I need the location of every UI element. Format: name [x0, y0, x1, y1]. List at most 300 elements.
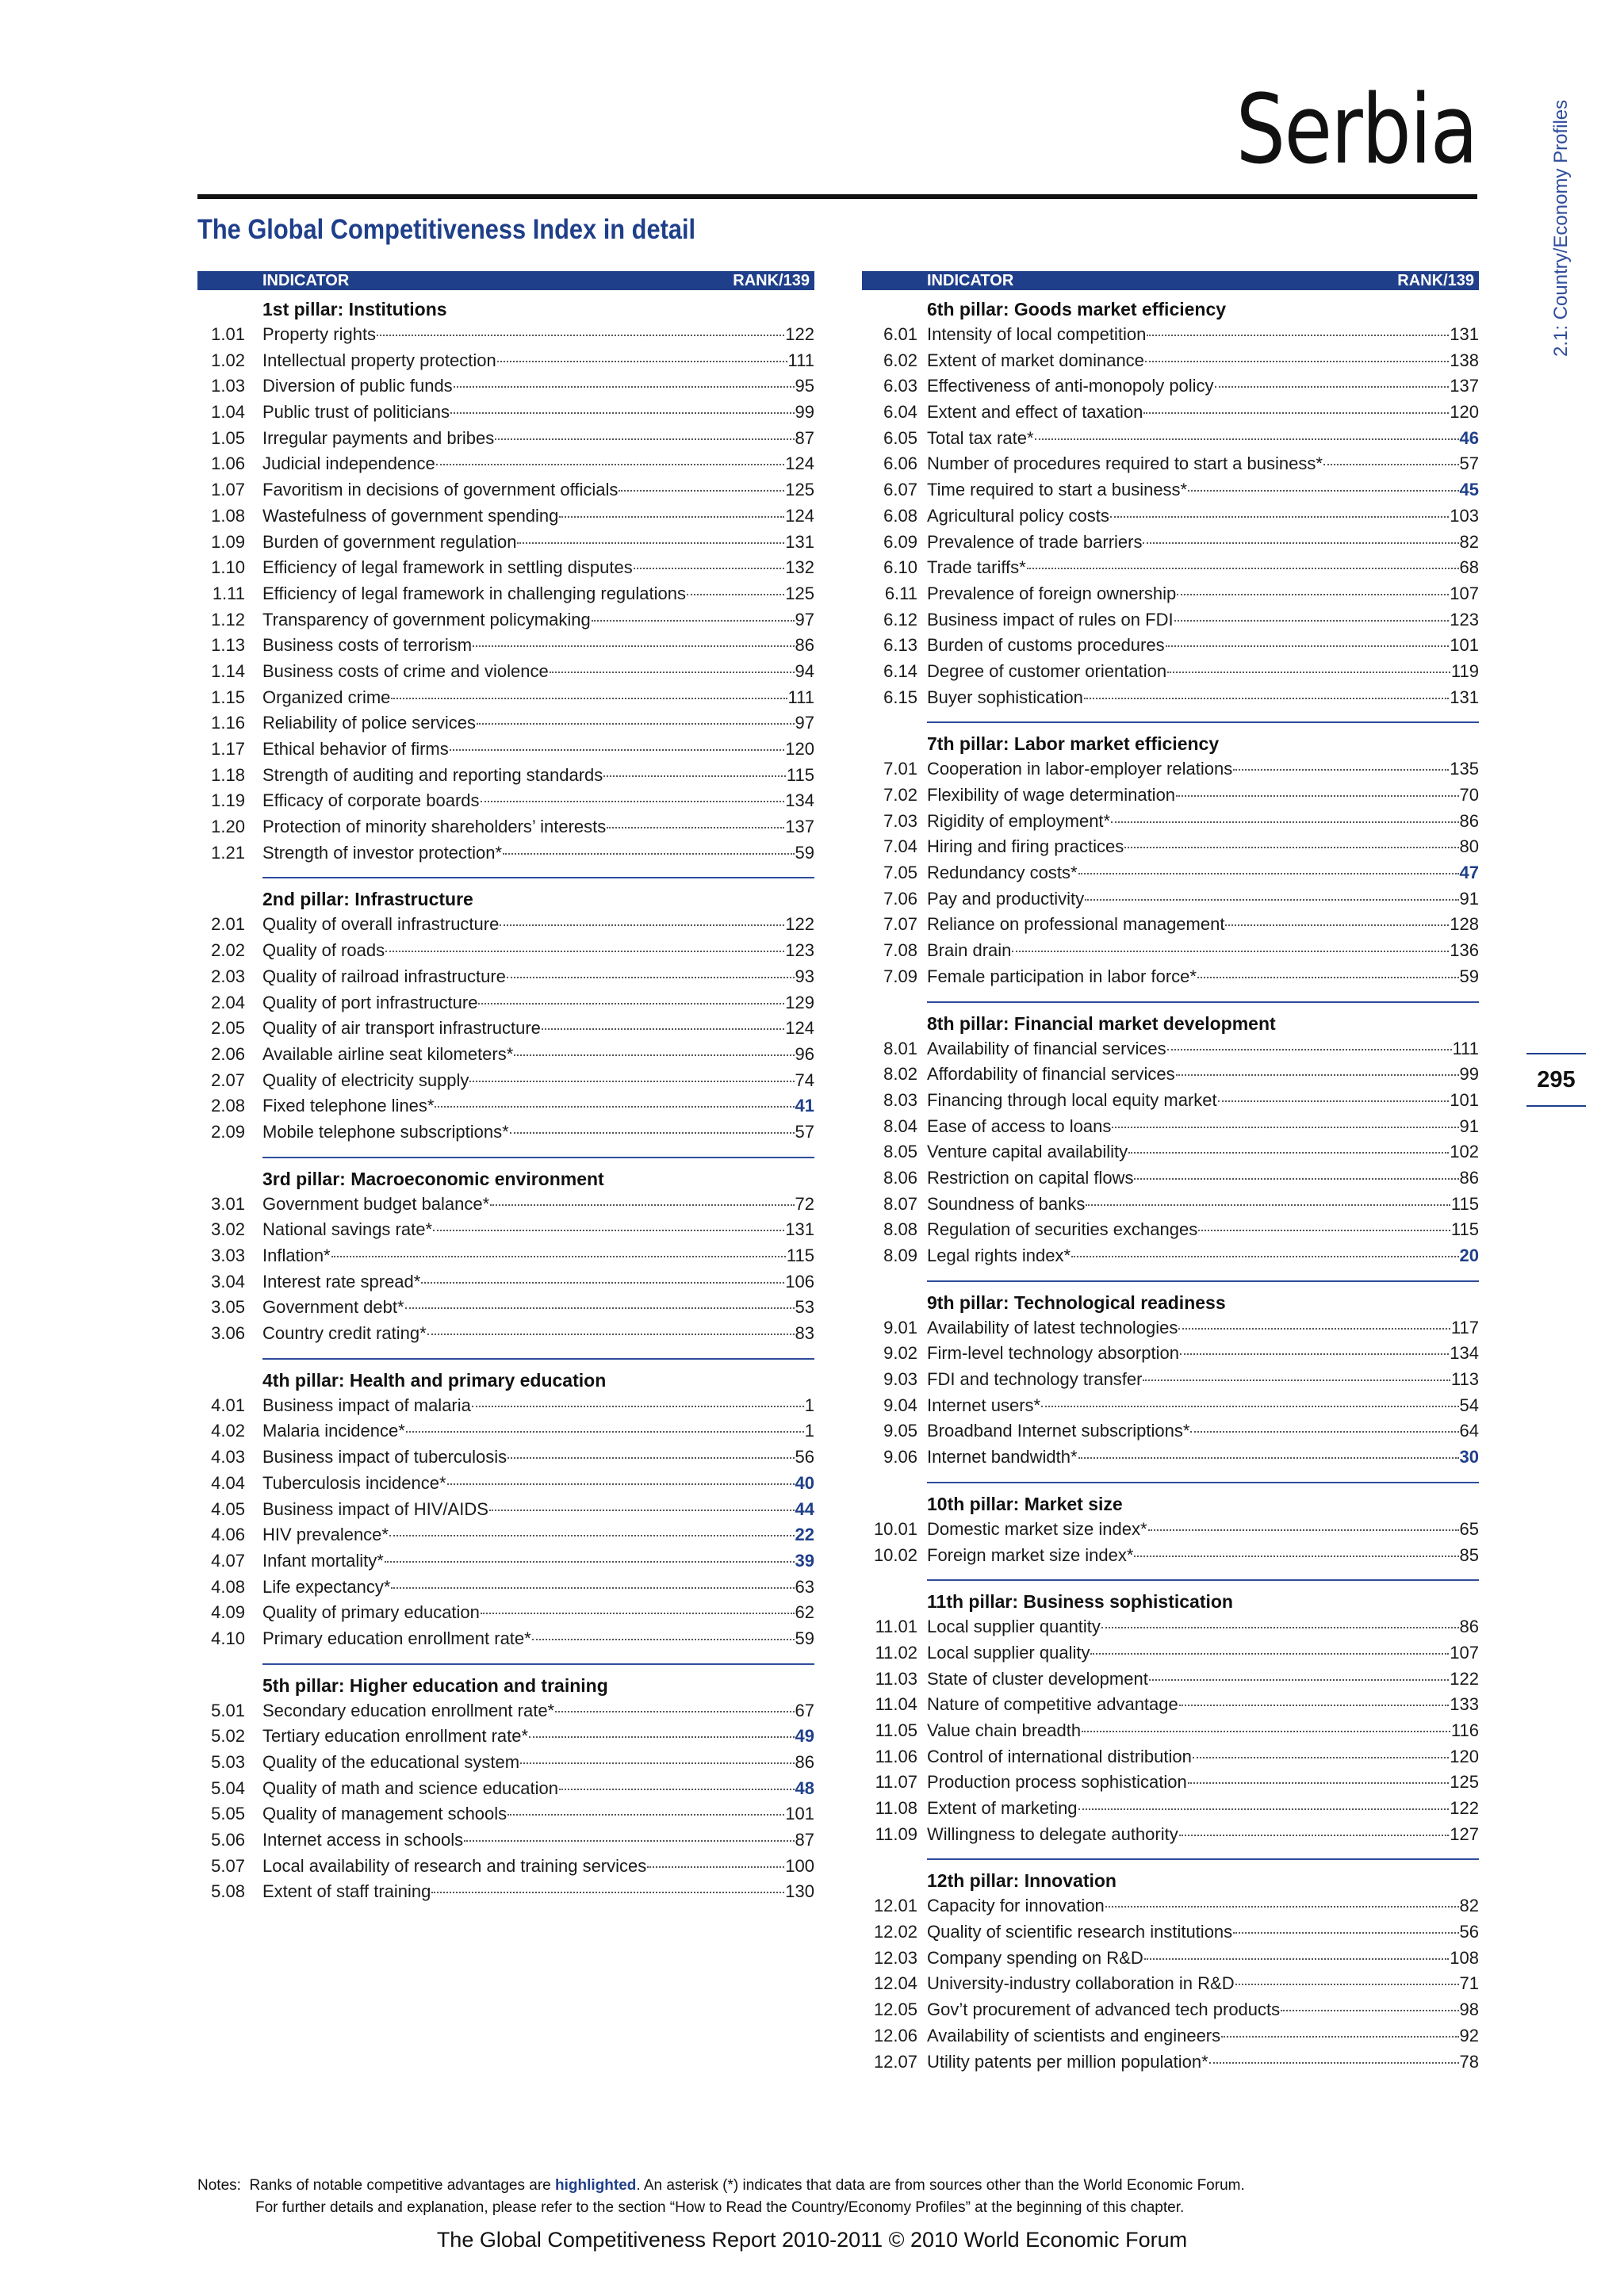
indicator-rank: 115: [786, 764, 814, 785]
indicator-rank: 68: [1459, 557, 1479, 578]
indicator-label-line: [927, 1796, 1479, 1821]
dot-leader: [687, 594, 784, 595]
indicator-label: Quality of overall infrastructure: [262, 914, 500, 935]
indicator-label: Property rights: [262, 324, 377, 344]
indicator-rank: 59: [795, 1628, 814, 1648]
indicator-row: [862, 555, 1479, 581]
indicator-row: [862, 783, 1479, 809]
dot-leader: [1134, 1556, 1458, 1557]
pillar-title: 7th pillar: Labor market efficiency: [927, 733, 1220, 755]
indicator-rank: 135: [1450, 759, 1479, 779]
dot-leader: [1193, 1757, 1449, 1758]
indicator-label: Favoritism in decisions of government officials: [262, 480, 619, 500]
dot-leader: [497, 361, 787, 362]
dot-leader: [1218, 1100, 1450, 1102]
indicator-label: Prevalence of foreign ownership: [927, 583, 1177, 603]
indicator-rank: 108: [1450, 1947, 1479, 1968]
indicator-number: 1.08: [211, 505, 245, 526]
indicator-number: 12.02: [873, 1922, 917, 1942]
indicator-label-line: [262, 1548, 814, 1574]
indicator-number: 11.09: [875, 1823, 917, 1844]
indicator-label: Willingness to delegate authority: [927, 1823, 1178, 1844]
indicator-rank: 85: [1459, 1544, 1479, 1565]
indicator-row: [197, 530, 814, 556]
dot-leader: [1090, 1653, 1449, 1655]
indicator-rank: 130: [785, 1881, 814, 1902]
indicator-label-line: [262, 1854, 814, 1879]
indicator-row: [197, 322, 814, 348]
indicator-row: [197, 1016, 814, 1042]
dot-leader: [1078, 873, 1459, 874]
dot-leader: [1177, 594, 1449, 595]
indicator-row: [862, 607, 1479, 633]
dot-leader: [405, 1307, 795, 1309]
indicator-label: Gov’t procurement of advanced tech products: [927, 1999, 1281, 2020]
indicator-label-line: [262, 990, 814, 1016]
indicator-rank: 70: [1459, 785, 1479, 805]
indicator-label-line: [927, 938, 1479, 963]
indicator-row: [197, 659, 814, 685]
dot-leader: [1071, 1256, 1459, 1257]
indicator-number: 1.03: [211, 376, 245, 396]
indicator-number: 1.02: [211, 350, 245, 370]
indicator-number: 2.09: [211, 1121, 245, 1142]
indicator-number: 1.04: [211, 402, 245, 423]
indicator-number: 1.01: [211, 324, 245, 344]
indicator-label: Availability of financial services: [927, 1038, 1166, 1058]
dot-leader: [1148, 1529, 1459, 1531]
indicator-number: 6.03: [883, 376, 917, 396]
dot-leader: [1323, 464, 1459, 465]
indicator-rank: 80: [1459, 836, 1479, 857]
indicator-number: 12.06: [873, 2025, 917, 2045]
indicator-number: 3.01: [211, 1193, 245, 1214]
indicator-rank: 117: [1450, 1317, 1479, 1337]
indicator-label: Agricultural policy costs: [927, 505, 1109, 526]
dot-leader: [1082, 1731, 1450, 1732]
indicator-rank: 122: [1450, 1668, 1479, 1689]
dot-leader: [450, 412, 795, 414]
indicator-rank: 120: [1450, 1746, 1479, 1766]
indicator-rank: 106: [785, 1271, 814, 1292]
indicator-number: 9.05: [883, 1421, 917, 1441]
dot-leader: [1233, 1932, 1458, 1934]
indicator-label: Inflation*: [262, 1246, 331, 1265]
indicator-row: [197, 1192, 814, 1218]
indicator-label: Availability of scientists and engineers: [927, 2025, 1221, 2045]
dot-leader: [592, 620, 795, 622]
indicator-row: [862, 1341, 1479, 1367]
indicator-label: Quality of management schools: [262, 1804, 508, 1824]
indicator-row: [862, 2049, 1479, 2076]
indicator-rank: 98: [1459, 1999, 1479, 2020]
pillar-divider: [927, 721, 1479, 723]
indicator-label-line: [927, 1893, 1479, 1919]
indicator-row: [862, 322, 1479, 348]
indicator-row: [862, 1243, 1479, 1269]
indicator-label-line: [927, 1036, 1479, 1062]
indicator-row: [197, 1497, 814, 1523]
dot-leader: [385, 951, 784, 952]
indicator-number: 11.08: [875, 1798, 917, 1818]
dot-leader: [1209, 2062, 1459, 2064]
dot-leader: [1147, 335, 1449, 336]
indicator-label-line: [927, 1614, 1479, 1640]
indicator-label-line: [262, 1827, 814, 1853]
indicator-rank: 133: [1450, 1694, 1479, 1715]
indicator-label: Country credit rating*: [262, 1323, 427, 1344]
indicator-label-line: [262, 400, 814, 425]
indicator-label: Redundancy costs*: [927, 863, 1078, 883]
indicator-row: [197, 633, 814, 659]
indicator-rank: 122: [1450, 1798, 1479, 1818]
indicator-rank: 125: [1450, 1772, 1479, 1793]
indicator-label-line: [927, 1640, 1479, 1666]
indicator-rank: 124: [785, 505, 814, 526]
indicator-rank: 57: [1459, 453, 1479, 474]
indicator-number: 6.13: [883, 635, 917, 656]
indicator-row: [197, 400, 814, 426]
indicator-label: Extent of staff training: [262, 1881, 431, 1902]
indicator-rank: 111: [787, 687, 814, 707]
indicator-label: Regulation of securities exchanges: [927, 1219, 1198, 1240]
indicator-row: [862, 860, 1479, 886]
indicator-label: Efficiency of legal framework in settling disputes: [262, 557, 633, 578]
indicator-label-line: [262, 348, 814, 373]
indicator-rank: 113: [1450, 1369, 1479, 1390]
indicator-label-line: [262, 451, 814, 476]
notes-line2: For further details and explanation, please refer to the section “How to Read the Country/Economy Profiles” at the beginning of this chapter.: [255, 2199, 1185, 2216]
indicator-rank: 63: [795, 1576, 814, 1597]
indicator-label: Primary education enrollment rate*: [262, 1628, 531, 1648]
indicator-number: 12.01: [873, 1896, 917, 1916]
indicator-rank: 97: [795, 713, 814, 733]
dot-leader: [477, 723, 795, 725]
indicator-label: Trade tariffs*: [927, 557, 1026, 578]
indicator-label-line: [262, 659, 814, 684]
indicator-rank: 74: [795, 1070, 814, 1090]
indicator-rank: 131: [1450, 324, 1479, 344]
dot-leader: [489, 1510, 795, 1511]
indicator-rank: 40: [795, 1472, 814, 1493]
indicator-label-line: [262, 607, 814, 633]
indicator-rank: 49: [795, 1726, 814, 1747]
indicator-label: Total tax rate*: [927, 427, 1034, 448]
indicator-rank: 86: [795, 635, 814, 656]
indicator-number: 8.03: [883, 1089, 917, 1110]
indicator-label-line: [262, 788, 814, 813]
indicator-label-line: [927, 1192, 1479, 1217]
indicator-number: 5.04: [211, 1777, 245, 1798]
indicator-number: 8.08: [883, 1219, 917, 1240]
dot-leader: [1190, 1431, 1458, 1433]
indicator-row: [197, 1119, 814, 1146]
indicator-label-line: [927, 607, 1479, 633]
indicator-number: 4.03: [211, 1447, 245, 1468]
indicator-rank: 99: [1459, 1064, 1479, 1085]
indicator-number: 12.03: [873, 1947, 917, 1968]
indicator-row: [197, 607, 814, 633]
indicator-row: [862, 451, 1479, 477]
indicator-row: [862, 503, 1479, 530]
indicator-number: 12.05: [873, 1999, 917, 2020]
indicator-number: 2.01: [211, 914, 245, 935]
indicator-number: 11.01: [875, 1617, 917, 1637]
indicator-label: Utility patents per million population*: [927, 2051, 1208, 2072]
dot-leader: [517, 542, 784, 544]
indicator-number: 3.04: [211, 1271, 245, 1292]
indicator-label-line: [927, 348, 1479, 373]
dot-leader: [550, 672, 795, 673]
indicator-label: Judicial independence: [262, 453, 435, 474]
indicator-number: 9.04: [883, 1395, 917, 1415]
indicator-number: 2.08: [211, 1096, 245, 1116]
indicator-label-line: [927, 834, 1479, 859]
indicator-label: Fixed telephone lines*: [262, 1096, 435, 1116]
indicator-rank: 131: [1450, 687, 1479, 707]
indicator-label: Financing through local equity market: [927, 1089, 1217, 1110]
indicator-rank: 125: [785, 480, 814, 500]
indicator-number: 1.19: [211, 790, 245, 811]
dot-leader: [1101, 1627, 1459, 1628]
dot-leader: [1035, 438, 1459, 440]
dot-leader: [427, 1334, 795, 1335]
dot-leader: [481, 1613, 795, 1614]
indicator-label-line: [262, 581, 814, 607]
indicator-row: [197, 451, 814, 477]
indicator-number: 3.03: [211, 1246, 245, 1265]
indicator-rank: 115: [1450, 1219, 1479, 1240]
indicator-row: [862, 1946, 1479, 1972]
indicator-label-line: [262, 530, 814, 555]
indicator-row: [197, 737, 814, 763]
indicator-row: [862, 1114, 1479, 1140]
indicator-number: 6.15: [883, 687, 917, 707]
pillar-title: 1st pillar: Institutions: [262, 299, 447, 320]
indicator-row: [862, 659, 1479, 685]
indicator-label: Interest rate spread*: [262, 1271, 421, 1292]
dot-leader: [1012, 951, 1449, 952]
indicator-row: [862, 1718, 1479, 1744]
dot-leader: [510, 1132, 795, 1134]
indicator-row: [862, 1315, 1479, 1341]
indicator-number: 6.12: [883, 609, 917, 629]
indicator-label: Restriction on capital flows: [927, 1167, 1134, 1188]
indicator-row: [197, 1750, 814, 1776]
dot-leader: [1225, 924, 1449, 926]
indicator-number: 7.04: [883, 836, 917, 857]
indicator-label: Degree of customer orientation: [927, 660, 1167, 681]
indicator-rank: 101: [1450, 1089, 1479, 1110]
indicator-number: 5.08: [211, 1881, 245, 1902]
indicator-rank: 65: [1459, 1518, 1479, 1539]
indicator-label-line: [262, 1445, 814, 1470]
pillar-divider: [927, 1001, 1479, 1003]
indicator-row: [197, 990, 814, 1016]
indicator-rank: 122: [785, 324, 814, 344]
indicator-label: National savings rate*: [262, 1219, 433, 1240]
dot-leader: [1124, 847, 1458, 848]
indicator-label-line: [927, 400, 1479, 425]
indicator-row: [862, 756, 1479, 783]
pillar-title: 5th pillar: Higher education and training: [262, 1674, 608, 1696]
dot-leader: [495, 438, 794, 440]
indicator-label: Government budget balance*: [262, 1193, 490, 1214]
indicator-rank: 138: [1450, 350, 1479, 370]
indicator-row: [197, 1418, 814, 1445]
indicator-rank: 101: [785, 1804, 814, 1824]
indicator-number: 11.02: [875, 1642, 917, 1663]
indicator-number: 5.03: [211, 1752, 245, 1772]
indicator-row: [197, 814, 814, 840]
indicator-label-line: [927, 322, 1479, 347]
indicator-number: 6.04: [883, 402, 917, 423]
indicator-rank: 78: [1459, 2051, 1479, 2072]
indicator-label-line: [262, 1522, 814, 1548]
indicator-label: Nature of competitive advantage: [927, 1694, 1178, 1715]
dot-leader: [421, 1282, 784, 1284]
indicator-label-line: [262, 1269, 814, 1295]
indicator-rank: 62: [795, 1602, 814, 1623]
indicator-label-line: [927, 1692, 1479, 1717]
indicator-number: 2.07: [211, 1070, 245, 1090]
dot-leader: [490, 1204, 794, 1206]
indicator-row: [862, 1393, 1479, 1419]
indicator-number: 8.02: [883, 1064, 917, 1085]
dot-leader: [385, 1561, 795, 1563]
indicator-label-line: [927, 809, 1479, 834]
dot-leader: [1197, 977, 1459, 978]
dot-leader: [469, 1081, 794, 1082]
indicator-row: [862, 400, 1479, 426]
indicator-rank: 107: [1450, 1642, 1479, 1663]
dot-leader: [433, 1230, 784, 1231]
indicator-label: Efficiency of legal framework in challenging regulations: [262, 583, 686, 603]
indicator-rank: 111: [1452, 1038, 1479, 1058]
indicator-label: Hiring and firing practices: [927, 836, 1124, 857]
indicator-rank: 22: [795, 1525, 814, 1545]
indicator-number: 4.08: [211, 1576, 245, 1597]
indicator-rank: 124: [785, 1018, 814, 1039]
indicator-rank: 132: [785, 557, 814, 578]
indicator-label: Pay and productivity: [927, 888, 1085, 909]
indicator-label-line: [927, 783, 1479, 808]
indicator-number: 3.05: [211, 1297, 245, 1318]
indicator-label: Female participation in labor force*: [927, 966, 1197, 986]
dot-leader: [555, 1711, 794, 1712]
indicator-number: 6.06: [883, 453, 917, 474]
indicator-label: Organized crime: [262, 687, 391, 707]
indicator-rank: 102: [1450, 1142, 1479, 1162]
indicator-label-line: [927, 1770, 1479, 1795]
indicator-number: 1.12: [211, 609, 245, 629]
indicator-row: [197, 1445, 814, 1471]
indicator-label-line: [927, 1393, 1479, 1418]
indicator-number: 7.07: [883, 914, 917, 935]
indicator-row: [862, 373, 1479, 400]
dot-leader: [1143, 412, 1449, 414]
indicator-row: [197, 1827, 814, 1854]
indicator-label: HIV prevalence*: [262, 1525, 389, 1545]
indicator-row: [197, 763, 814, 789]
indicator-label: Quality of the educational system: [262, 1752, 520, 1772]
dot-leader: [1027, 568, 1459, 569]
indicator-label-line: [262, 1042, 814, 1067]
dot-leader: [508, 1814, 784, 1816]
indicator-label-line: [927, 1367, 1479, 1392]
indicator-row: [862, 1517, 1479, 1543]
indicator-label-line: [262, 1243, 814, 1269]
indicator-row: [197, 1776, 814, 1802]
indicator-label-line: [927, 1418, 1479, 1444]
indicator-label: Ease of access to loans: [927, 1115, 1112, 1136]
indicator-label-line: [262, 373, 814, 399]
indicator-label: Quality of railroad infrastructure: [262, 966, 506, 986]
indicator-label-line: [262, 1016, 814, 1041]
dot-leader: [1112, 1127, 1458, 1128]
indicator-rank: 94: [795, 660, 814, 681]
indicator-label: Effectiveness of anti-monopoly policy: [927, 376, 1214, 396]
indicator-label: Business costs of crime and violence: [262, 660, 549, 681]
indicator-rank: 86: [795, 1752, 814, 1772]
indicator-row: [197, 1801, 814, 1827]
indicator-number: 12.04: [873, 1973, 917, 1994]
indicator-rank: 45: [1459, 480, 1479, 500]
dot-leader: [1174, 620, 1450, 622]
notes-line1-a: Ranks of notable competitive advantages are: [249, 2177, 551, 2194]
indicator-row: [862, 633, 1479, 659]
right-pillars: [862, 297, 1479, 2075]
indicator-label-line: [262, 633, 814, 658]
indicator-label-line: [927, 1667, 1479, 1692]
indicator-label: Business impact of rules on FDI: [927, 609, 1174, 629]
indicator-number: 1.17: [211, 739, 245, 759]
indicator-rank: 137: [1450, 376, 1479, 396]
dot-leader: [1188, 1782, 1450, 1784]
indicator-label: Number of procedures required to start a business*: [927, 453, 1323, 474]
dot-leader: [1105, 1906, 1459, 1908]
indicator-number: 5.07: [211, 1855, 245, 1876]
indicator-label: Infant mortality*: [262, 1550, 384, 1571]
dot-leader: [377, 335, 784, 336]
indicator-row: [197, 1042, 814, 1068]
indicator-row: [197, 477, 814, 503]
dot-leader: [1178, 1328, 1450, 1330]
indicator-rank: 56: [1459, 1922, 1479, 1942]
indicator-number: 8.05: [883, 1142, 917, 1162]
indicator-label: Flexibility of wage determination: [927, 785, 1176, 805]
indicator-rank: 123: [785, 940, 814, 961]
indicator-label: Brain drain: [927, 940, 1012, 961]
indicator-number: 11.05: [875, 1720, 917, 1740]
indicator-row: [197, 788, 814, 814]
indicator-label: Quality of scientific research institutions: [927, 1922, 1233, 1942]
indicator-label: Strength of investor protection*: [262, 842, 503, 863]
indicator-label-line: [927, 451, 1479, 476]
indicator-row: [862, 348, 1479, 374]
indicator-row: [197, 373, 814, 400]
dot-leader: [1041, 1406, 1458, 1407]
indicator-rank: 46: [1459, 427, 1479, 448]
indicator-rank: 137: [785, 817, 814, 837]
indicator-label-line: [262, 1321, 814, 1346]
dot-leader: [1180, 1353, 1449, 1355]
indicator-label: Local supplier quality: [927, 1642, 1090, 1663]
dot-leader: [542, 1028, 784, 1030]
indicator-number: 6.07: [883, 480, 917, 500]
indicator-row: [197, 1854, 814, 1880]
dot-leader: [503, 853, 794, 855]
